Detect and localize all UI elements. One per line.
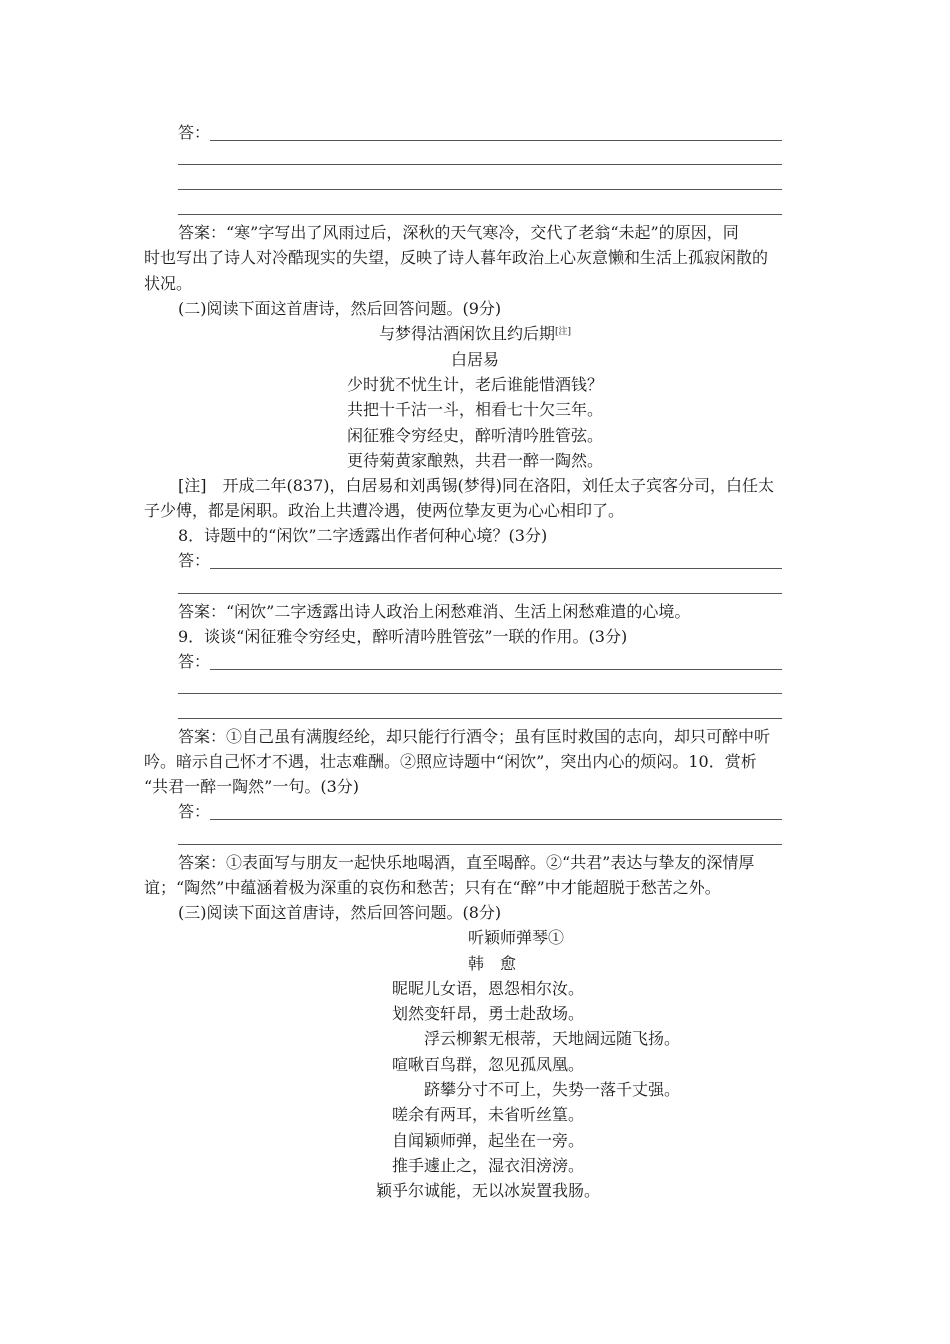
answer-label: 答： — [178, 652, 211, 671]
answer-text: “共君一醉一陶然”一句。(3分) — [144, 777, 360, 796]
question-9: 9．谈谈“闲征雅令穷经史，醉听清吟胜管弦”一联的作用。(3分) — [178, 627, 628, 646]
answer-blank-line — [178, 718, 782, 719]
poem-line: 喧啾百鸟群，忽见孤凤凰。 — [392, 1055, 585, 1074]
answer-blank-line — [178, 593, 782, 594]
answer-text: 答案：①自己虽有满腹经纶，却只能行行酒令；虽有匡时救国的志向，却只可醉中听 — [178, 727, 771, 746]
note-text: 子少傅，都是闲职。政治上共遭冷遇，使两位挚友更为心心相印了。 — [144, 501, 625, 520]
poem-title — [0, 323, 950, 345]
poem-line: 嗟余有两耳，未省听丝篁。 — [392, 1105, 585, 1124]
poem-line: 推手遽止之，湿衣泪滂滂。 — [392, 1156, 585, 1175]
poem-title: 听颖师弹琴① — [468, 928, 565, 947]
poem-line: 更待菊黄家酿熟，共君一醉一陶然。 — [346, 451, 603, 470]
answer-text: 答案：“闲饮”二字透露出诗人政治上闲愁难消、生活上闲愁难遣的心境。 — [178, 602, 691, 621]
answer-text: 吟。暗示自己怀才不遇，壮志难酬。②照应诗题中“闲饮”，突出内心的烦闷。10．赏析 — [144, 752, 757, 771]
section-heading: (二)阅读下面这首唐诗，然后回答问题。(9分) — [178, 299, 502, 318]
answer-blank-line — [178, 844, 782, 845]
answer-text: 谊；“陶然”中蕴涵着极为深重的哀伤和愁苦；只有在“醉”中才能超脱于愁苦之外。 — [144, 878, 721, 897]
poem-line: 少时犹不忧生计，老后谁能惜酒钱？ — [346, 375, 603, 394]
poem-line: 浮云柳絮无根蒂，天地阔远随飞扬。 — [424, 1029, 681, 1048]
answer-label: 答： — [178, 123, 211, 142]
answer-blank-line — [210, 819, 782, 820]
answer-blank-line — [210, 140, 782, 141]
poem-line: 自闻颖师弹，起坐在一旁。 — [392, 1131, 585, 1150]
poem-author: 韩 愈 — [468, 954, 517, 973]
poem-author: 白居易 — [450, 350, 499, 369]
answer-label: 答： — [178, 802, 211, 821]
answer-blank-line — [178, 693, 782, 694]
section-heading: (三)阅读下面这首唐诗，然后回答问题。(8分) — [178, 903, 502, 922]
answer-text: 时也写出了诗人对冷酷现实的失望，反映了诗人暮年政治上心灰意懒和生活上孤寂闲散的 — [144, 248, 769, 267]
answer-text: 状况。 — [144, 274, 193, 293]
answer-blank-line — [210, 568, 782, 569]
poem-line: 跻攀分寸不可上，失势一落千丈强。 — [424, 1080, 681, 1099]
question-8: 8．诗题中的“闲饮”二字透露出作者何种心境？(3分) — [178, 526, 548, 545]
answer-blank-line — [178, 214, 782, 215]
note-text: [注] 开成二年(837)，白居易和刘禹锡(梦得)同在洛阳，刘任太子宾客分司，白任太 — [178, 476, 774, 495]
poem-line: 划然变轩昂，勇士赴敌场。 — [392, 1004, 585, 1023]
answer-label: 答： — [178, 551, 211, 570]
poem-line: 颖乎尔诚能，无以冰炭置我肠。 — [376, 1181, 601, 1200]
answer-blank-line — [178, 189, 782, 190]
poem-title-note: [注] — [554, 327, 572, 337]
answer-blank-line — [210, 669, 782, 670]
answer-text: 答案：①表面写与朋友一起快乐地喝酒，直至喝醉。②“共君”表达与挚友的深情厚 — [178, 853, 755, 872]
answer-blank-line — [178, 164, 782, 165]
poem-line: 昵昵儿女语，恩怨相尔汝。 — [392, 979, 585, 998]
answer-text: 答案：“寒”字写出了风雨过后，深秋的天气寒冷，交代了老翁“未起”的原因，同 — [178, 223, 739, 242]
poem-line: 闲征雅令穷经史，醉听清吟胜管弦。 — [346, 426, 603, 445]
poem-line: 共把十千沽一斗，相看七十欠三年。 — [346, 400, 603, 419]
poem-title-text: 与梦得沽酒闲饮且约后期 — [378, 324, 555, 343]
